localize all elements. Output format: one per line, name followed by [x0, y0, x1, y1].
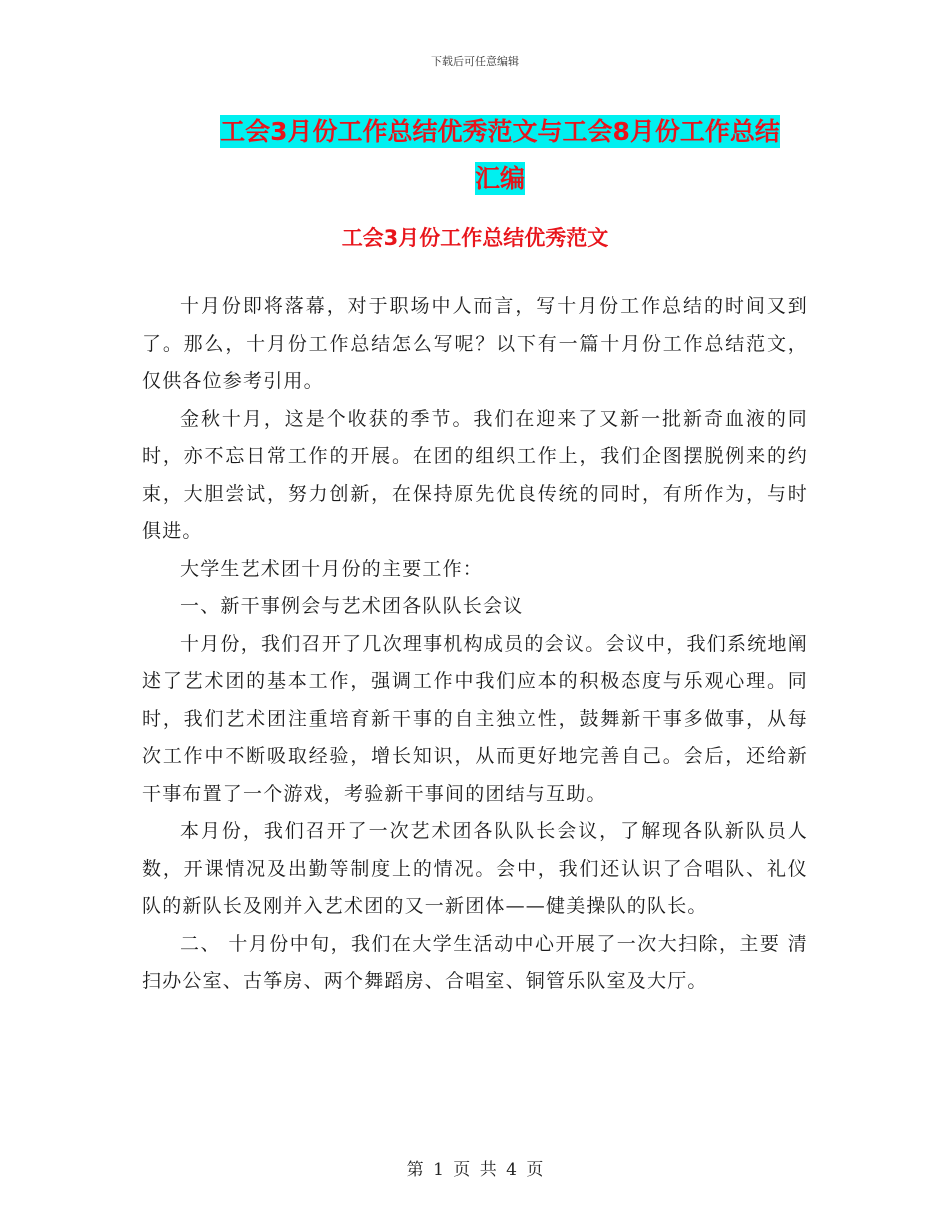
paragraph: 大学生艺术团十月份的主要工作： — [180, 557, 484, 580]
page-footer: 第 1 页 共 4 页 — [406, 1160, 544, 1180]
paragraph: 本月份，我们召开了一次艺术团各队队长会议，了解现各队新队员人数，开课情况及出勤等制度上的情况。会中，我们还认识了合唱队、礼仪队的新队长及刚并入艺术团的又一新团体——健美操队的队长。 — [142, 820, 808, 917]
paragraph: 十月份即将落幕，对于职场中人而言，写十月份工作总结的时间又到了。那么，十月份工作总结怎么写呢？以下有一篇十月份工作总结范文，仅供各位参考引用。 — [142, 295, 808, 392]
body-text — [142, 288, 808, 1001]
paragraph: 二、 十月份中旬，我们在大学生活动中心开展了一次大扫除，主要 清扫办公室、古筝房、两个舞蹈房、合唱室、铜管乐队室及大厅。 — [142, 932, 808, 992]
paragraph: 金秋十月，这是个收获的季节。我们在迎来了又新一批新奇血液的同时，亦不忘日常工作的开展。在团的组织工作上，我们企图摆脱例来的约束，大胆尝试，努力创新，在保持原先优良传统的同时，有所作为，与时俱进。 — [142, 407, 808, 542]
header-note: 下载后可任意编辑 — [431, 55, 519, 68]
section-title: 工会3月份工作总结优秀范文 — [341, 226, 609, 250]
document-title-line-1: 工会3月份工作总结优秀范文与工会8月份工作总结 — [220, 117, 780, 146]
document-title — [190, 108, 810, 202]
paragraph: 一、新干事例会与艺术团各队队长会议 — [180, 595, 524, 617]
document-title-line-2: 汇编 — [474, 164, 525, 193]
paragraph: 十月份，我们召开了几次理事机构成员的会议。会议中，我们系统地阐述了艺术团的基本工作，强调工作中我们应本的积极态度与乐观心理。同时，我们艺术团注重培育新干事的自主独立性，鼓舞新干事多做事，从每次工作中不断吸取经验，增长知识，从而更好地完善自己。会后，还给新干事布置了一个游戏，考验新干事间的团结与互助。 — [142, 632, 808, 805]
